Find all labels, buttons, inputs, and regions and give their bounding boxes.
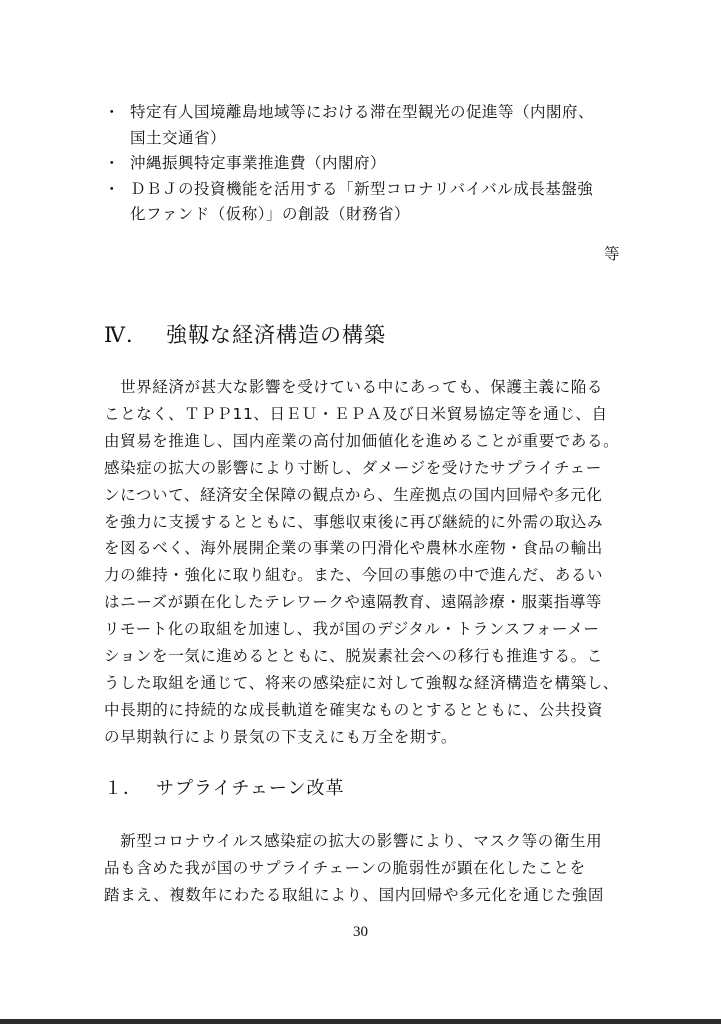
- paragraph-line: 世界経済が甚大な影響を受けている中にあっても、保護主義に陥る: [104, 378, 603, 396]
- paragraph-line: ことなく、ＴＰＰ11、日ＥＵ・ＥＰＡ及び日米貿易協定等を通じ、自: [104, 404, 608, 423]
- bottom-edge-divider: [0, 1019, 721, 1024]
- paragraph-line: リモート化の取組を加速し、我が国のデジタル・トランスフォーメー: [104, 620, 600, 639]
- paragraph-line: うした取組を通じて、将来の感染症に対して強靱な経済構造を構築し、: [104, 673, 619, 692]
- bullet-marker: ・: [104, 154, 121, 172]
- paragraph-line: はニーズが顕在化したテレワークや遠隔教育、遠隔診療・服薬指導等: [104, 593, 603, 612]
- subsection-number: １．: [104, 778, 142, 799]
- paragraph-line: 感染症の拡大の影響により寸断し、ダメージを受けたサプライチェー: [104, 458, 602, 477]
- paragraph-line: 品も含めた我が国のサプライチェーンの脆弱性が顕在化したことを: [104, 858, 586, 877]
- paragraph-line: 踏まえ、複数年にわたる取組により、国内回帰や多元化を通じた強固: [104, 885, 605, 904]
- bullet-marker: ・: [104, 103, 121, 121]
- bullet-text-line: 国土交通省）: [130, 128, 227, 147]
- bullet-text-line: 特定有人国境離島地域等における滞在型観光の促進等（内閣府、: [130, 103, 595, 121]
- paragraph-line: ンについて、経済安全保障の観点から、生産拠点の国内回帰や多元化: [104, 485, 603, 504]
- section-number: Ⅳ．: [104, 323, 148, 347]
- bullet-item: [104, 151, 644, 177]
- paragraph-line: の早期執行により景気の下支えにも万全を期す。: [104, 727, 457, 746]
- etc-marker: 等: [604, 245, 620, 263]
- bullet-item: [104, 177, 644, 228]
- paragraph-line: ションを一気に進めるとともに、脱炭素社会への移行も推進する。こ: [104, 647, 603, 666]
- bullet-marker: ・: [104, 179, 121, 198]
- paragraph-line: 力の維持・強化に取り組む。また、今回の事態の中で進んだ、あるい: [104, 566, 604, 585]
- subsection-title: サプライチェーン改革: [156, 778, 345, 799]
- body-paragraph: [104, 828, 644, 909]
- section-title: 強靱な経済構造の構築: [165, 323, 386, 347]
- paragraph-line: 中長期的に持続的な成長軌道を確実なものとするとともに、公共投資: [104, 700, 604, 719]
- paragraph-line: を図るべく、海外展開企業の事業の円滑化や農林水産物・食品の輸出: [104, 539, 603, 558]
- paragraph-line: を強力に支援するとともに、事態収束後に再び継続的に外需の取込み: [104, 512, 604, 531]
- bullet-text-line: ＤＢＪの投資機能を活用する「新型コロナリバイバル成長基盤強: [130, 179, 594, 198]
- body-paragraph: [104, 374, 644, 751]
- measure-bullet-list: [104, 100, 644, 228]
- subsection-heading: [104, 774, 345, 800]
- paragraph-line: 由貿易を推進し、国内産業の高付加価値化を進めることが重要である。: [104, 431, 620, 450]
- bullet-text-line: 化ファンド（仮称）」の創設（財務省）: [130, 205, 410, 223]
- paragraph-line: 新型コロナウイルス感染症の拡大の影響により、マスク等の衛生用: [104, 832, 603, 850]
- bullet-item: [104, 100, 644, 151]
- bullet-text-line: 沖縄振興特定事業推進費（内閣府）: [130, 154, 387, 172]
- section-heading: [104, 319, 386, 349]
- page-number: 30: [353, 924, 368, 940]
